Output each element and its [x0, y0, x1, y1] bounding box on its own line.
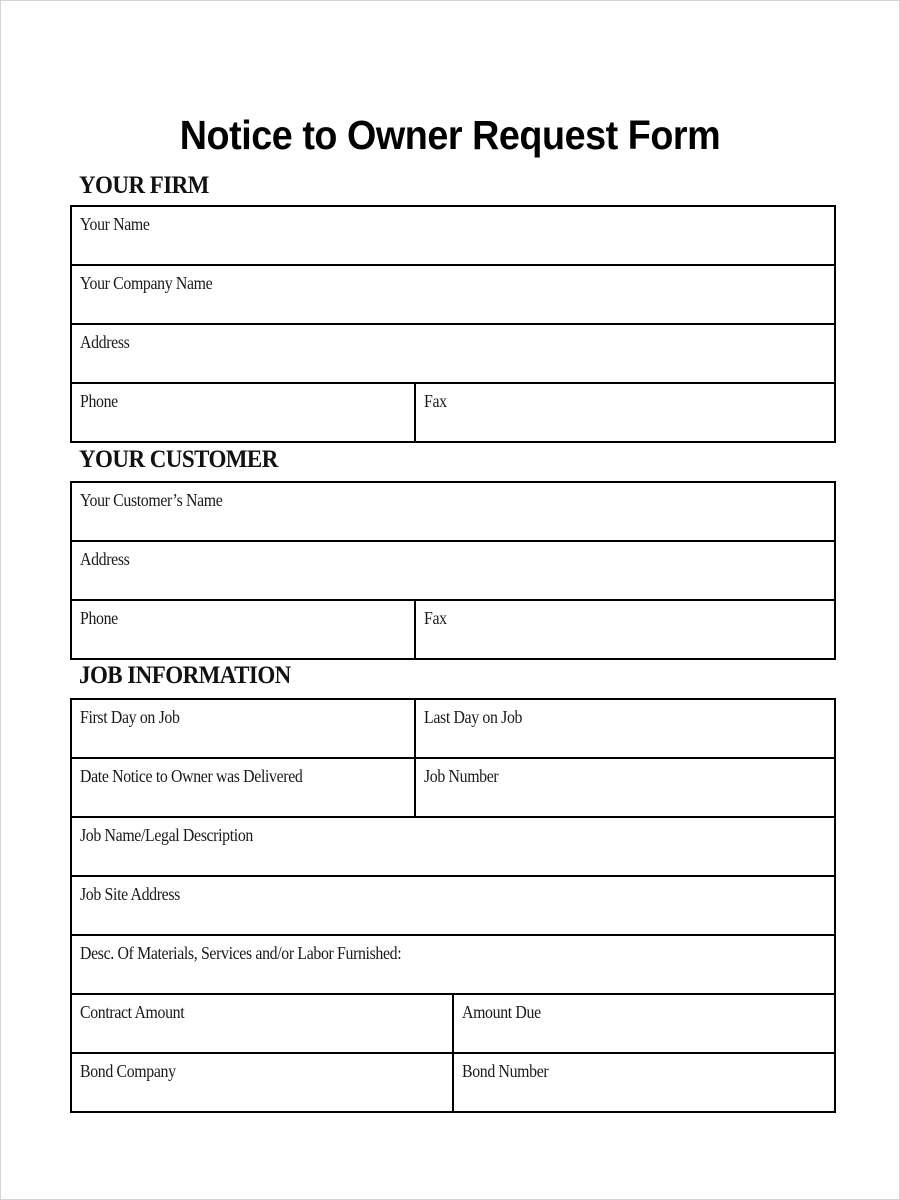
- form-row: [70, 207, 836, 266]
- form-row: [70, 266, 836, 325]
- your-name-field[interactable]: [72, 207, 834, 264]
- job-number-field[interactable]: [416, 759, 834, 816]
- form-row: [70, 995, 836, 1054]
- bond-company-field[interactable]: [72, 1054, 454, 1111]
- form-row: [70, 601, 836, 660]
- form-row: [70, 759, 836, 818]
- your-customer-form: [70, 481, 836, 660]
- amount-due-label: Amount Due: [462, 1002, 541, 1022]
- job-site-address-field[interactable]: [72, 877, 834, 934]
- firm-phone-label: Phone: [80, 391, 118, 411]
- first-day-on-job-field[interactable]: [72, 700, 416, 757]
- firm-fax-label: Fax: [424, 391, 447, 411]
- bond-number-field[interactable]: [454, 1054, 834, 1111]
- job-number-label: Job Number: [424, 766, 499, 786]
- firm-fax-field[interactable]: [416, 384, 834, 441]
- customer-name-label: Your Customer’s Name: [80, 490, 223, 510]
- customer-phone-field[interactable]: [72, 601, 416, 658]
- customer-address-label: Address: [80, 549, 130, 569]
- page-title: Notice to Owner Request Form: [179, 112, 721, 158]
- form-row: [70, 700, 836, 759]
- customer-name-field[interactable]: [72, 483, 834, 540]
- your-name-label: Your Name: [80, 214, 150, 234]
- firm-address-field[interactable]: [72, 325, 834, 382]
- form-row: [70, 877, 836, 936]
- notice-delivered-date-field[interactable]: [72, 759, 416, 816]
- customer-fax-field[interactable]: [416, 601, 834, 658]
- job-information-form: [70, 698, 836, 1113]
- form-row: [70, 1054, 836, 1113]
- firm-address-label: Address: [80, 332, 130, 352]
- customer-phone-label: Phone: [80, 608, 118, 628]
- form-row: [70, 384, 836, 443]
- job-name-legal-description-field[interactable]: [72, 818, 834, 875]
- form-row: [70, 818, 836, 877]
- your-firm-form: [70, 205, 836, 443]
- form-row: [70, 325, 836, 384]
- last-day-on-job-label: Last Day on Job: [424, 707, 523, 727]
- customer-address-field[interactable]: [72, 542, 834, 599]
- firm-phone-field[interactable]: [72, 384, 416, 441]
- contract-amount-field[interactable]: [72, 995, 454, 1052]
- section-heading-job-information: JOB INFORMATION: [79, 662, 291, 689]
- section-heading-your-customer: YOUR CUSTOMER: [79, 446, 278, 473]
- form-row: [70, 483, 836, 542]
- bond-company-label: Bond Company: [80, 1061, 176, 1081]
- form-row: [70, 936, 836, 995]
- job-site-address-label: Job Site Address: [80, 884, 180, 904]
- your-company-name-label: Your Company Name: [80, 273, 213, 293]
- contract-amount-label: Contract Amount: [80, 1002, 185, 1022]
- last-day-on-job-field[interactable]: [416, 700, 834, 757]
- form-row: [70, 542, 836, 601]
- customer-fax-label: Fax: [424, 608, 447, 628]
- section-heading-your-firm: YOUR FIRM: [79, 172, 209, 199]
- your-company-name-field[interactable]: [72, 266, 834, 323]
- materials-description-field[interactable]: [72, 936, 834, 993]
- bond-number-label: Bond Number: [462, 1061, 549, 1081]
- notice-delivered-date-label: Date Notice to Owner was Delivered: [80, 766, 303, 786]
- materials-description-label: Desc. Of Materials, Services and/or Labor Furnished:: [80, 943, 402, 963]
- first-day-on-job-label: First Day on Job: [80, 707, 180, 727]
- amount-due-field[interactable]: [454, 995, 834, 1052]
- job-name-legal-description-label: Job Name/Legal Description: [80, 825, 253, 845]
